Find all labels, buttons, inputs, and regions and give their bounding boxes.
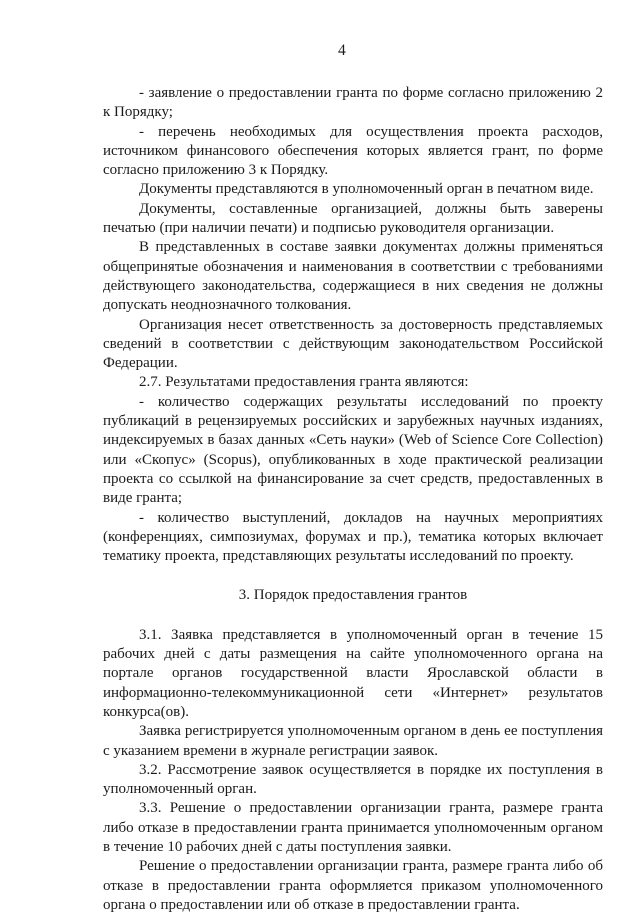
paragraph: - количество выступлений, докладов на научных мероприятиях (конференциях, симпозиумах, форумах и пр.), тематика которых включает тематику проекта, представляющих результаты исследований по проекту. — [103, 509, 603, 565]
paragraph: 3.3. Решение о предоставлении организации гранта, размере гранта либо отказе в предоставлении гранта принимается уполномоченным органом в течение 10 рабочих дней с даты поступления заявки. — [103, 800, 603, 855]
paragraph: Организация несет ответственность за достоверность представляемых сведений в соответствии с действующим законодательством Российской Федерации. — [103, 316, 603, 372]
paragraph: Решение о предоставлении организации гранта, размере гранта либо об отказе в предоставлении гранта оформляется приказом уполномоченного органа о предоставлении или об отказе в предоставлении гранта. — [103, 858, 603, 913]
paragraph: Заявка регистрируется уполномоченным органом в день ее поступления с указанием времени в журнале регистрации заявок. — [103, 723, 603, 759]
document-body — [103, 84, 603, 915]
paragraph: 3.1. Заявка представляется в уполномоченный орган в течение 15 рабочих дней с даты размещения на сайте уполномоченного органа на портале органов государственной власти Ярославской области в информационно-телекоммуникационной сети «Интернет» результатов конкурса(ов). — [103, 626, 603, 720]
paragraph: 2.7. Результатами предоставления гранта являются: — [139, 374, 469, 391]
paragraph: - количество содержащих результаты исследований по проекту публикаций в рецензируемых российских и зарубежных научных изданиях, индексируемых в базах данных «Сеть науки» (Web of Science Core Collection) или «Скопус» (Scopus), опубликованных в ходе практической реализации проекта со ссылкой на финансирование за счет средств, предоставленных в виде гранта; — [103, 393, 603, 507]
paragraph: - заявление о предоставлении гранта по форме согласно приложению 2 к Порядку; — [103, 85, 603, 121]
paragraph: 3.2. Рассмотрение заявок осуществляется в порядке их поступления в уполномоченный орган. — [103, 761, 603, 798]
paragraph: Документы, составленные организацией, должны быть заверены печатью (при наличии печати) и подписью руководителя организации. — [103, 200, 603, 237]
paragraph: В представленных в составе заявки документах должны применяться общепринятые обозначения и наименования в соответствии с требованиями действующего законодательства, содержащиеся в них сведения не должны допускать неоднозначного толкования. — [103, 239, 603, 314]
section-heading: 3. Порядок предоставления грантов — [238, 587, 468, 604]
page-number: 4 — [338, 42, 346, 59]
paragraph: Документы представляются в уполномоченный орган в печатном виде. — [139, 181, 594, 198]
paragraph: - перечень необходимых для осуществления проекта расходов, источником финансового обеспечения которых является грант, по форме согласно приложению 3 к Порядку. — [103, 123, 603, 179]
